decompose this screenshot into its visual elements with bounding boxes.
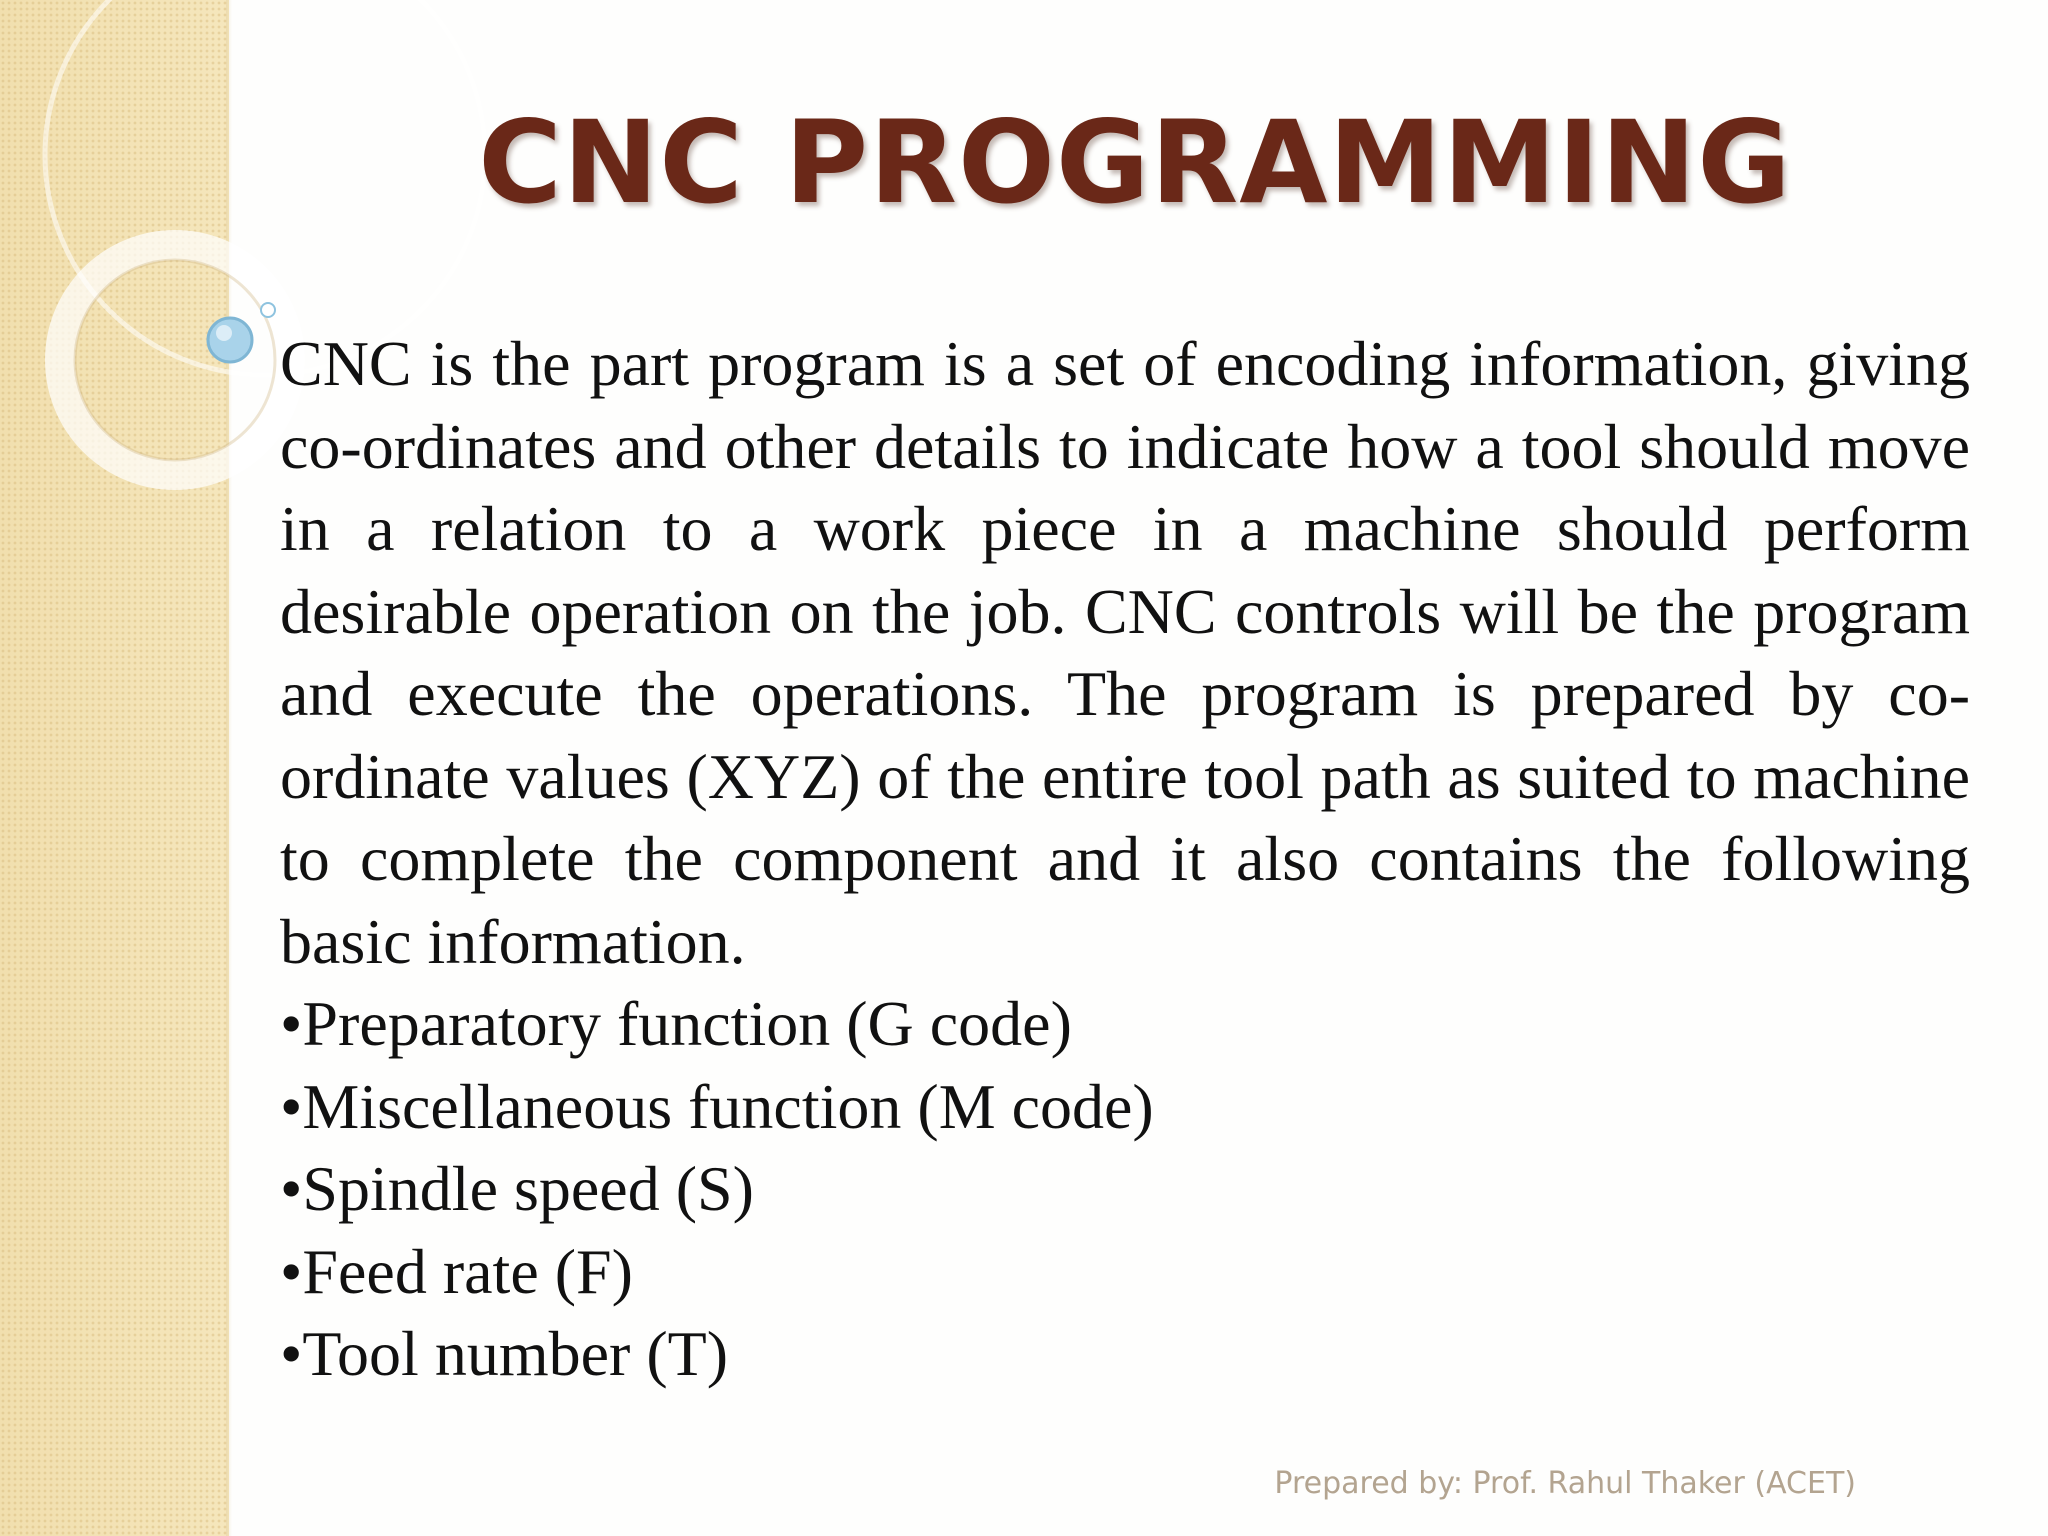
bullet-item: •Tool number (T): [280, 1318, 729, 1389]
bullet-item: •Spindle speed (S): [280, 1153, 754, 1224]
bullet-item: •Preparatory function (G code): [280, 988, 1072, 1059]
slide-title: CNC PROGRAMMING: [478, 96, 1792, 229]
bullet-item: •Miscellaneous function (M code): [280, 1070, 1154, 1142]
footer-credit: Prepared by: Prof. Rahul Thaker (ACET): [1274, 1466, 1856, 1501]
bullet-item: •Feed rate (F): [280, 1235, 633, 1307]
decorative-ring-small: [261, 303, 275, 317]
decorative-side-band: [0, 0, 229, 1536]
bullet-list: [280, 983, 1970, 1396]
slide-body: [280, 323, 1970, 1396]
side-band-edge: [226, 0, 232, 1536]
body-paragraph: CNC is the part program is a set of encoding information, giving co-ordinates and other details to indicate how a tool should move in a relation to a work piece in a machine should perform desirable operation on the job. CNC controls will be the program and execute the operations. The program is prepared by co-ordinate values (XYZ) of the entire tool path as suited to machine to complete the component and it also contains the following basic information.: [280, 328, 1970, 977]
